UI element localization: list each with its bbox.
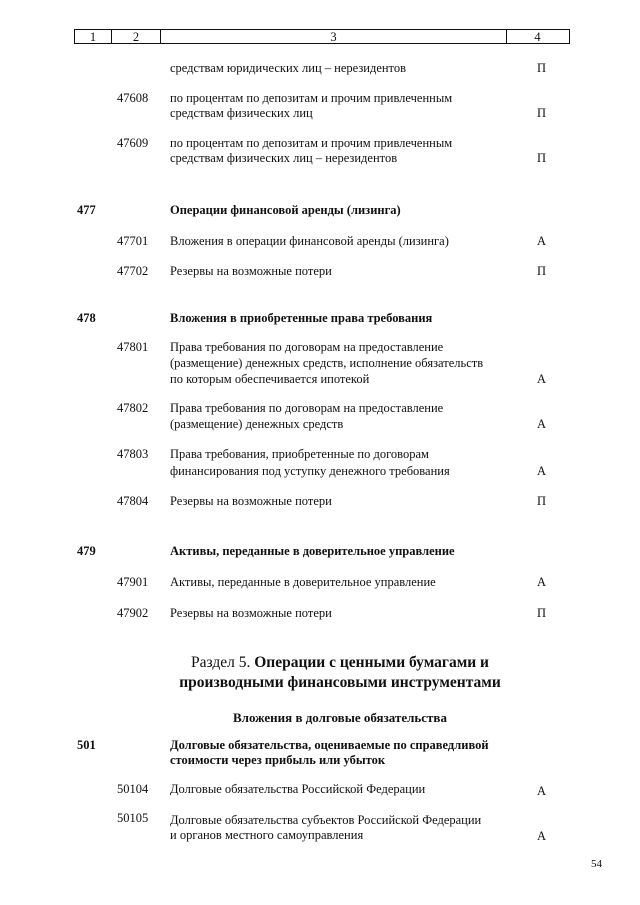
row-code: 50104 (117, 782, 149, 796)
group-code-501: 501 (77, 738, 96, 752)
row-type: П (537, 151, 547, 165)
table-header-row (74, 29, 570, 44)
header-col-2: 2 (112, 30, 161, 43)
row-type: А (537, 372, 547, 386)
row-code: 47902 (117, 606, 149, 620)
row-text-line1: Долговые обязательства субъектов Российской Федерации (170, 813, 482, 827)
section-title-line2: производными финансовыми инструментами (179, 674, 501, 691)
row-text: Активы, переданные в доверительное управление (170, 575, 436, 589)
row-code: 47802 (117, 401, 149, 415)
row-type: А (537, 417, 547, 431)
group-code-477: 477 (77, 203, 96, 217)
page-number: 54 (591, 858, 602, 870)
section-title-bold1: Операции с ценными бумагами и (254, 654, 489, 671)
row-text-line1: по процентам по депозитам и прочим привлеченным (170, 91, 453, 105)
group-title-479: Активы, переданные в доверительное управление (170, 544, 455, 558)
row-text-line2: и органов местного самоуправления (170, 828, 364, 842)
group-title-477: Операции финансовой аренды (лизинга) (170, 203, 401, 217)
row-type: А (537, 464, 547, 478)
group-code-478: 478 (77, 311, 96, 325)
row-code: 47804 (117, 494, 149, 508)
row-text-line3: по которым обеспечивается ипотекой (170, 372, 370, 386)
row-type: П (537, 106, 547, 120)
row-text: Долговые обязательства Российской Федерации (170, 782, 426, 796)
row-text-line1: по процентам по депозитам и прочим привлеченным (170, 136, 453, 150)
row-code: 47901 (117, 575, 149, 589)
row-code: 47609 (117, 136, 149, 150)
section-prefix: Раздел 5. (190, 654, 255, 671)
row-type: А (537, 829, 547, 843)
group-title-501-line2: стоимости через прибыль или убыток (170, 753, 386, 767)
row-type: П (537, 264, 547, 278)
row-text-line2: средствам физических лиц (170, 106, 313, 120)
row-code: 47803 (117, 447, 149, 461)
group-code-479: 479 (77, 544, 96, 558)
row-text: Резервы на возможные потери (170, 264, 332, 278)
header-col-3: 3 (161, 30, 507, 43)
row-type: П (537, 494, 547, 508)
row-text-line2: (размещение) денежных средств (170, 417, 344, 431)
row-text-line1: Права требования по договорам на предоставление (170, 340, 444, 354)
row-text: Резервы на возможные потери (170, 606, 332, 620)
row-text-line1: Права требования по договорам на предоставление (170, 401, 444, 415)
row-text-line1: Права требования, приобретенные по договорам (170, 447, 429, 461)
header-col-4: 4 (534, 30, 541, 44)
section-subtitle: Вложения в долговые обязательства (233, 710, 447, 725)
row-text-line2: (размещение) денежных средств, исполнение обязательств (170, 356, 484, 370)
group-title-501-line1: Долговые обязательства, оцениваемые по справедливой (170, 738, 489, 752)
row-text-line2: средствам физических лиц – нерезидентов (170, 151, 398, 165)
row-code: 47801 (117, 340, 149, 354)
row-code: 47608 (117, 91, 149, 105)
row-type: П (537, 606, 547, 620)
row-type: А (537, 575, 547, 589)
group-title-478: Вложения в приобретенные права требования (170, 311, 433, 325)
row-code: 47701 (117, 234, 149, 248)
row-type: П (537, 61, 547, 75)
header-col-1: 1 (75, 30, 112, 43)
row-text-line2: финансирования под уступку денежного требования (170, 464, 450, 478)
row-type: А (537, 234, 547, 248)
row-code: 47702 (117, 264, 149, 278)
row-text: Вложения в операции финансовой аренды (лизинга) (170, 234, 449, 248)
row-text: средствам юридических лиц – нерезидентов (170, 61, 407, 75)
row-text: Резервы на возможные потери (170, 494, 332, 508)
section-title-line1 (130, 653, 550, 673)
row-type: А (537, 784, 547, 798)
row-code: 50105 (117, 811, 149, 825)
